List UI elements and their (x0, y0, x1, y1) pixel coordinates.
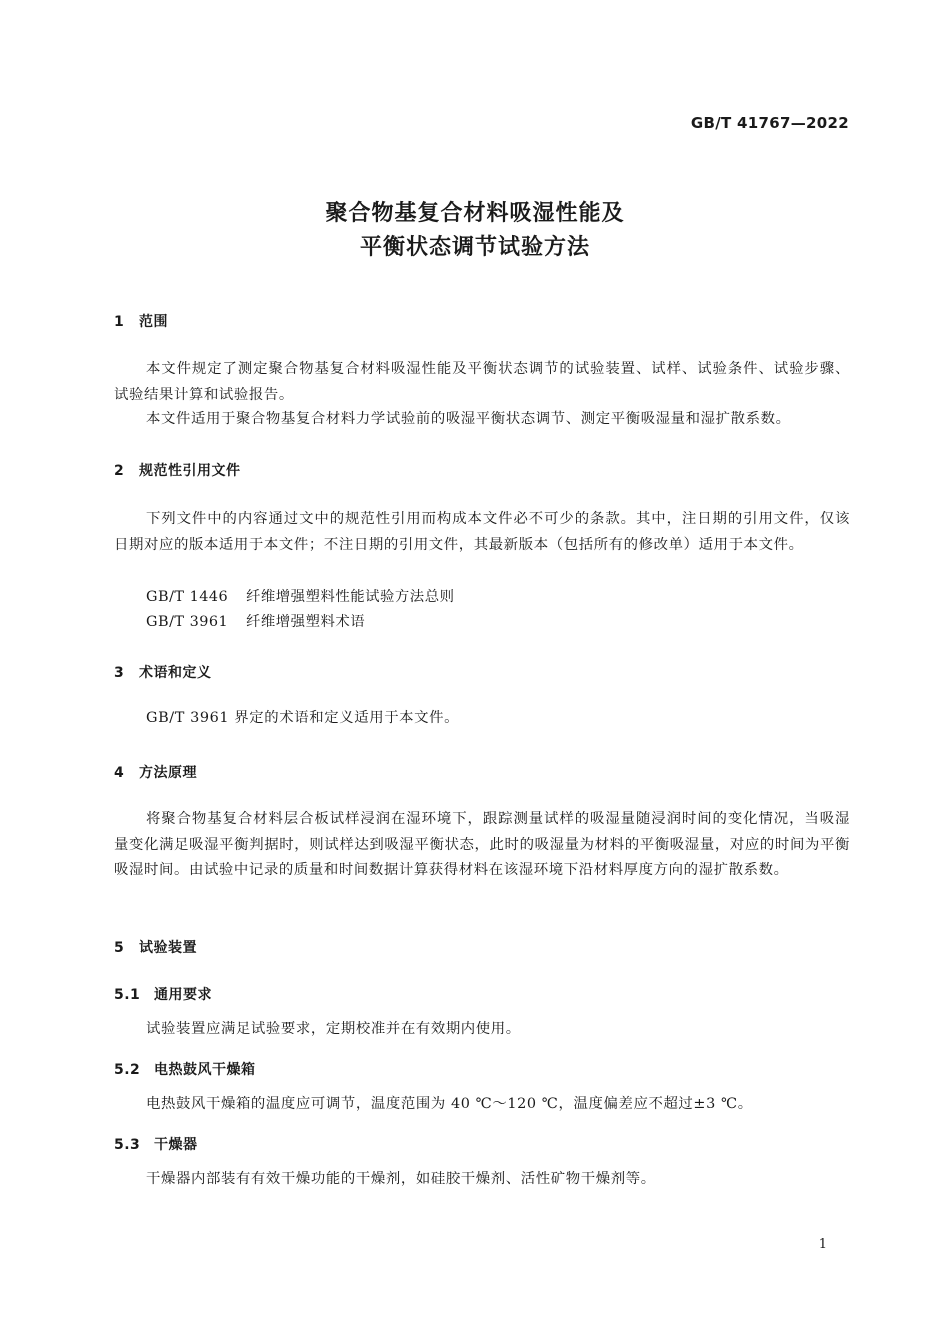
reference-code: GB/T 3961 (146, 614, 229, 630)
section-5-heading (114, 937, 197, 957)
section-title: 试验装置 (139, 940, 197, 956)
page-number: 1 (818, 1237, 827, 1252)
subsection-title: 通用要求 (154, 987, 212, 1003)
section-number: 2 (114, 463, 125, 479)
section-title: 方法原理 (139, 765, 197, 781)
section-1-paragraph-2: 本文件适用于聚合物基复合材料力学试验前的吸湿平衡状态调节、测定平衡吸湿量和湿扩散系数。 (146, 411, 791, 427)
section-title: 范围 (139, 314, 168, 330)
normative-reference (146, 610, 365, 631)
standard-code: GB/T 41767—2022 (690, 114, 849, 132)
section-number: 3 (114, 665, 125, 681)
subsection-5-3-heading (114, 1134, 198, 1154)
subsection-number: 5.3 (114, 1137, 141, 1153)
section-4-paragraph-1: 将聚合物基复合材料层合板试样浸润在湿环境下，跟踪测量试样的吸湿量随浸润时间的变化情况，当吸湿量变化满足吸湿平衡判据时，则试样达到吸湿平衡状态，此时的吸湿量为材料的平衡吸湿量，对应的时间为平衡吸湿时间。由试验中记录的质量和时间数据计算获得材料在该湿环境下沿材料厚度方向的湿扩散系数。 (114, 811, 850, 878)
section-1-paragraph-1: 本文件规定了测定聚合物基复合材料吸湿性能及平衡状态调节的试验装置、试样、试验条件、试验步骤、试验结果计算和试验报告。 (114, 361, 850, 403)
subsection-5-3-paragraph: 干燥器内部装有有效干燥功能的干燥剂，如硅胶干燥剂、活性矿物干燥剂等。 (146, 1171, 656, 1187)
section-number: 1 (114, 314, 125, 330)
section-number: 4 (114, 765, 125, 781)
section-1-heading (114, 311, 168, 331)
reference-code: GB/T 1446 (146, 589, 229, 605)
subsection-number: 5.2 (114, 1062, 141, 1078)
subsection-5-2-paragraph: 电热鼓风干燥箱的温度应可调节，温度范围为 40 ℃～120 ℃，温度偏差应不超过±3 ℃。 (146, 1096, 753, 1112)
document-title-line-1: 聚合物基复合材料吸湿性能及 (325, 201, 625, 226)
section-title: 规范性引用文件 (139, 463, 241, 479)
section-2-paragraph-1: 下列文件中的内容通过文中的规范性引用而构成本文件必不可少的条款。其中，注日期的引用文件，仅该日期对应的版本适用于本文件；不注日期的引用文件，其最新版本（包括所有的修改单）适用于本文件。 (114, 511, 850, 553)
subsection-title: 电热鼓风干燥箱 (154, 1062, 256, 1078)
subsection-title: 干燥器 (154, 1137, 198, 1153)
section-number: 5 (114, 940, 125, 956)
reference-name: 纤维增强塑料性能试验方法总则 (246, 589, 455, 605)
section-2-heading (114, 460, 241, 480)
reference-name: 纤维增强塑料术语 (246, 614, 366, 630)
normative-reference (146, 585, 454, 606)
section-3-heading (114, 662, 212, 682)
section-title: 术语和定义 (139, 665, 212, 681)
document-title-line-2: 平衡状态调节试验方法 (359, 235, 590, 260)
section-4-heading (114, 762, 197, 782)
subsection-5-1-heading (114, 984, 212, 1004)
subsection-number: 5.1 (114, 987, 141, 1003)
subsection-5-1-paragraph: 试验装置应满足试验要求，定期校准并在有效期内使用。 (146, 1021, 521, 1037)
section-3-paragraph-1: GB/T 3961 界定的术语和定义适用于本文件。 (146, 710, 460, 726)
subsection-5-2-heading (114, 1059, 256, 1079)
